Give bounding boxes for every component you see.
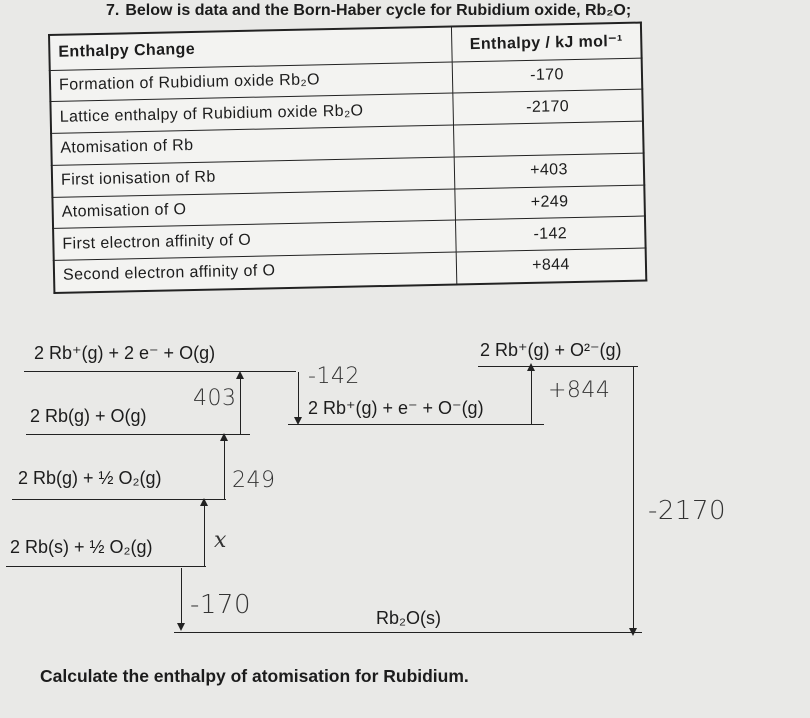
level-top-right-label: 2 Rb⁺(g) + O²⁻(g) [480,340,622,360]
level-top-left-line [24,371,296,372]
level-rb-gas-line [26,434,250,435]
question-prompt: Calculate the enthalpy of atomisation for Rubidium. [40,666,469,686]
header-enthalpy-change: Enthalpy Change [49,27,452,71]
arrow-atomisation-rubidium [204,505,205,566]
arrow-lattice-enthalpy [633,367,634,629]
arrow-first-electron-affinity [298,372,299,418]
row-value: +249 [455,185,645,221]
level-top-left-label: 2 Rb⁺(g) + 2 e⁻ + O(g) [34,343,216,363]
row-label: First ionisation of Rb [52,157,455,197]
level-rb-solid-label: 2 Rb(s) + ½ O₂(g) [10,537,153,557]
handwritten-second-ea: +844 [548,378,611,403]
level-oxide-label: Rb₂O(s) [376,608,441,628]
level-rb-gas-label: 2 Rb(g) + O(g) [30,406,147,426]
question-title [106,2,631,20]
row-label: Formation of Rubidium oxide Rb₂O [50,62,453,102]
row-value: -2170 [453,89,643,125]
level-rb-gas-half-label: 2 Rb(g) + ½ O₂(g) [18,468,162,488]
handwritten-ionisation: 403 [193,386,237,411]
row-label: First electron affinity of O [53,220,456,260]
level-top-right-line [478,366,638,367]
handwritten-formation: -170 [190,590,252,620]
handwritten-lattice: -2170 [648,496,727,526]
arrow-atomisation-oxygen [224,440,225,499]
row-value: +403 [454,153,644,189]
arrow-second-electron-affinity [531,370,532,424]
arrow-ionisation [240,378,241,434]
row-value [453,121,643,157]
level-rb-gas-half-line [12,499,226,500]
row-label: Atomisation of Rb [51,125,454,165]
question-number: 7. [106,2,120,19]
level-mid-right-label: 2 Rb⁺(g) + e⁻ + O⁻(g) [308,398,484,418]
row-value: -170 [452,58,642,94]
question-text: Below is data and the Born-Haber cycle for Rubidium oxide, Rb₂O; [125,2,632,19]
handwritten-atomisation-rb: x [214,528,227,553]
level-mid-right-line [288,424,544,425]
row-value: +844 [456,248,646,284]
row-value: -142 [455,216,645,252]
handwritten-first-ea: -142 [308,364,360,389]
row-label: Second electron affinity of O [54,252,457,293]
header-enthalpy-value: Enthalpy / kJ mol⁻¹ [451,23,641,62]
arrow-formation [181,568,182,624]
level-oxide-line [174,632,642,633]
row-label: Atomisation of O [52,189,455,229]
enthalpy-data-table [48,22,647,294]
handwritten-atomisation-o: 249 [232,468,276,493]
row-label: Lattice enthalpy of Rubidium oxide Rb₂O [50,93,453,133]
level-rb-solid-line [6,566,206,567]
